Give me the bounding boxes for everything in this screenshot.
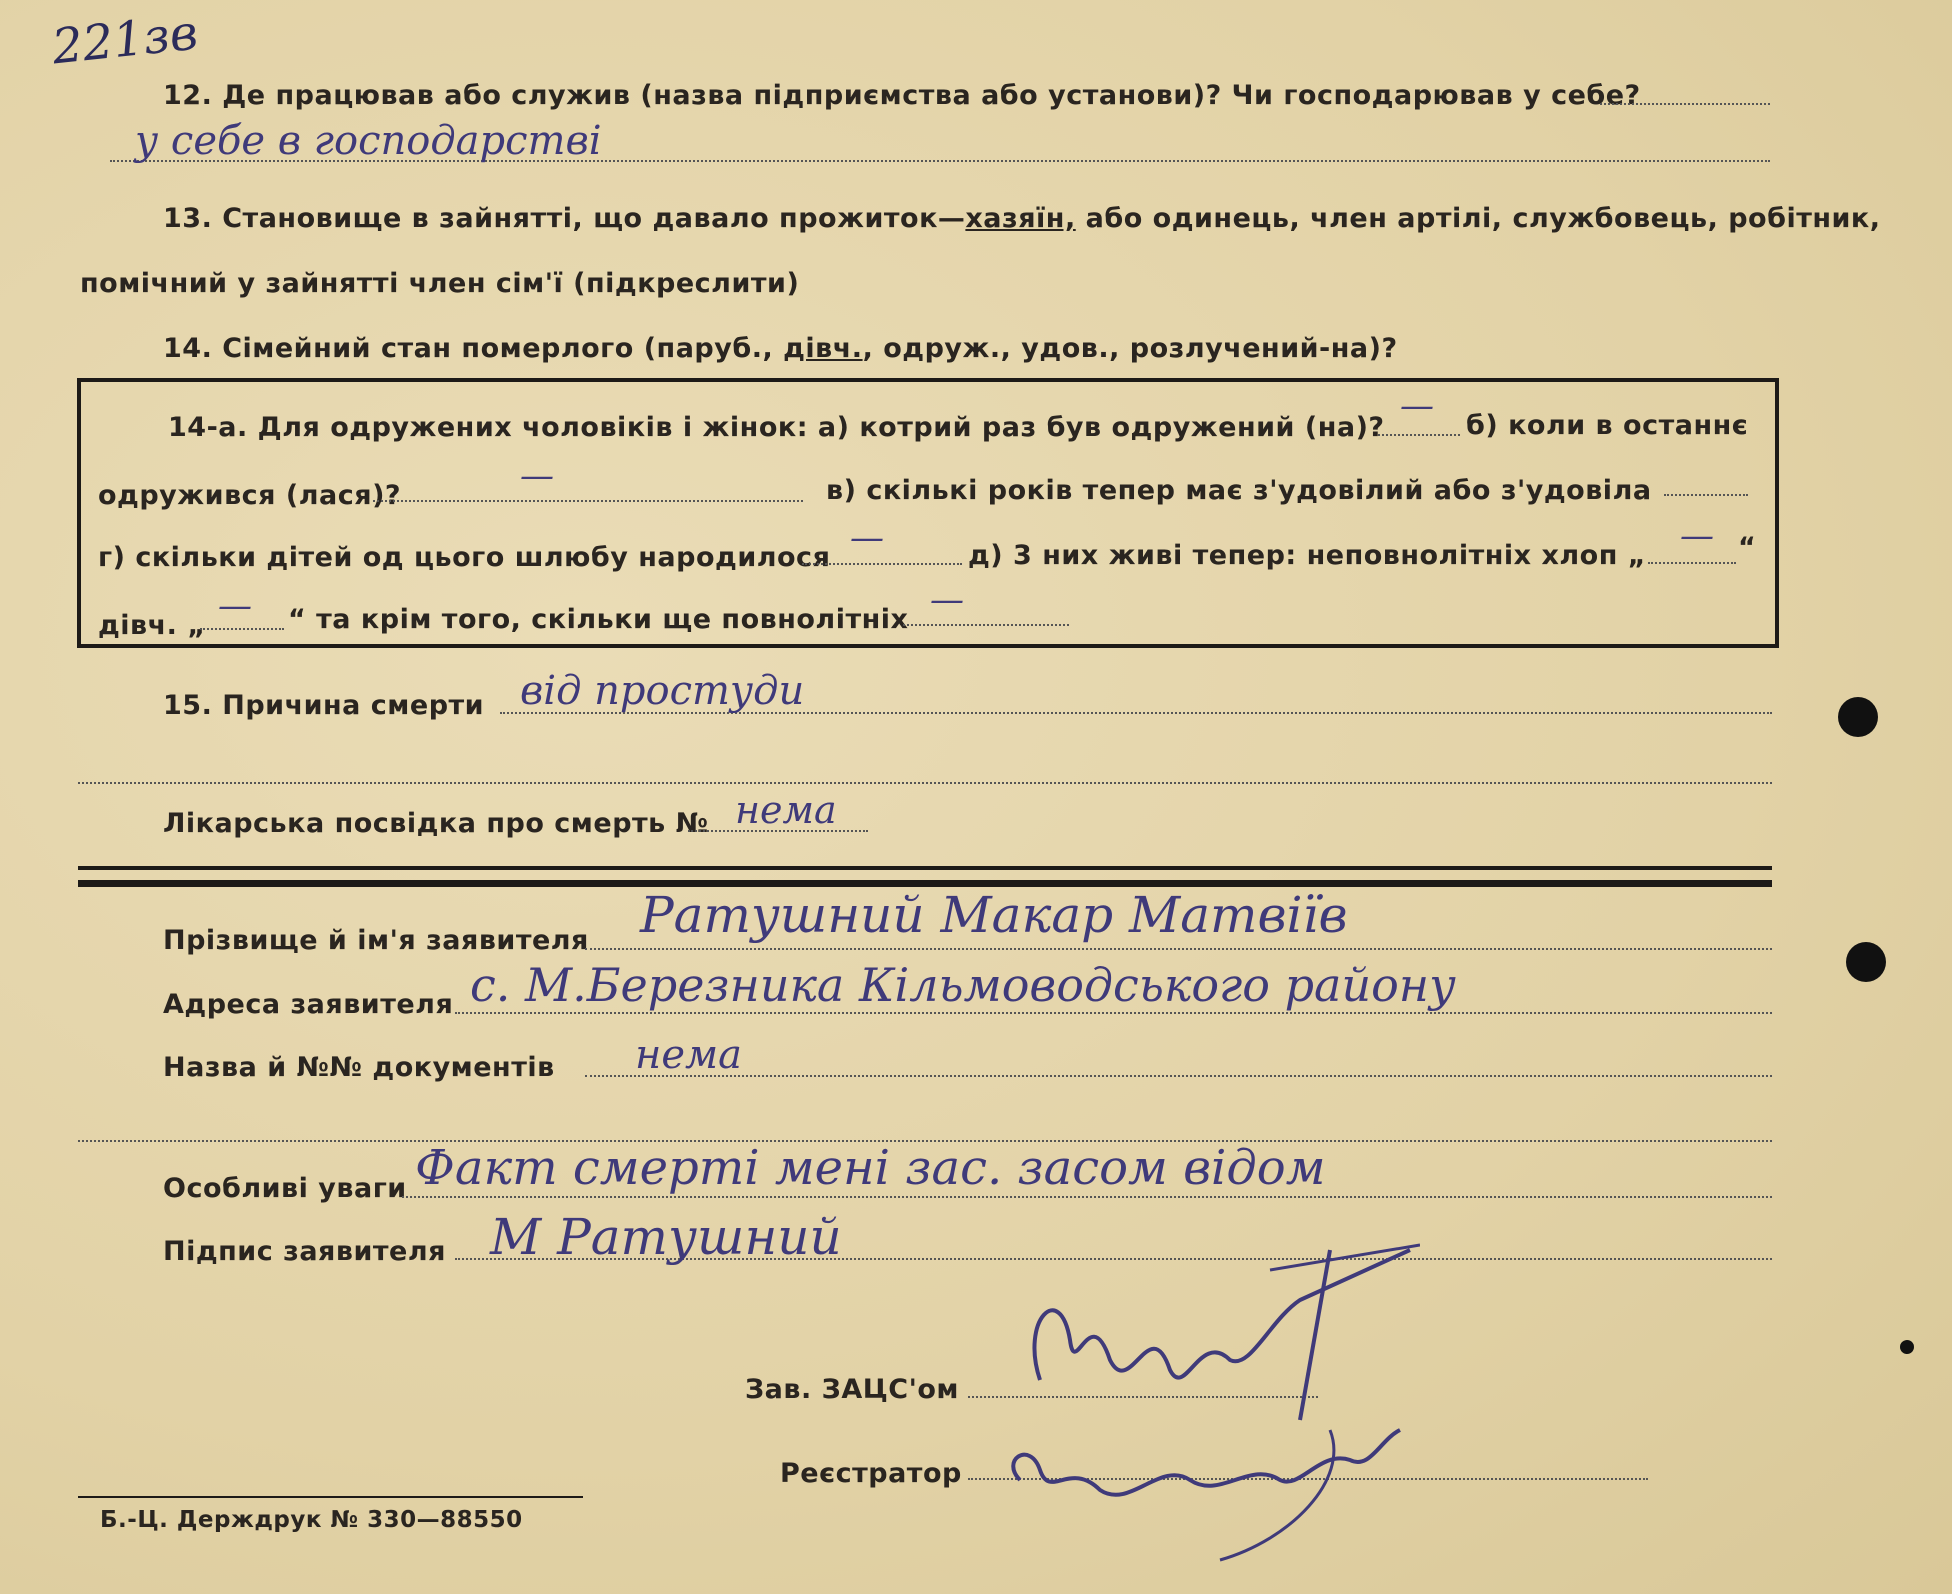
q14-label-pre: 14. Сімейний стан померлого (паруб.,	[163, 333, 784, 364]
q14a-line1-dash: —	[1400, 386, 1434, 426]
q14a-line4-blank2	[903, 624, 1069, 626]
applicant-address: с. М.Березника Кільмоводського району	[470, 958, 1456, 1012]
applicant-docs-line	[585, 1075, 1772, 1077]
q13-label-line2: помічний у зайнятті член сім'ї (підкреслити)	[80, 268, 800, 299]
q12-label: 12. Де працював або служив (назва підприємства або установи)? Чи господарював у себе?	[163, 80, 1641, 111]
q15-answer: від простуди	[520, 668, 805, 714]
q14a-line1-blank	[1378, 434, 1460, 436]
q15-label: 15. Причина смерти	[163, 690, 485, 721]
q14-label	[163, 333, 1398, 364]
binding-hole	[1900, 1340, 1914, 1354]
footer-rule	[78, 1496, 583, 1498]
q14a-line3-dash2: —	[1680, 516, 1714, 556]
applicant-address-line	[455, 1012, 1772, 1014]
applicant-signature: М Ратушний	[490, 1208, 842, 1266]
applicant-address-label: Адреса заявителя	[163, 989, 454, 1020]
q14a-line4-dash2: —	[930, 580, 964, 620]
q14a-line3-blank2	[1648, 562, 1736, 564]
q14a-line1: 14-а. Для одружених чоловіків і жінок: а) котрий раз був одружений (на)?	[168, 412, 1385, 443]
notes-line	[402, 1196, 1772, 1198]
page-number: 221зв	[49, 4, 201, 76]
q14a-line4-blank	[200, 628, 284, 630]
q14a-line2-b: в) скількі років тепер має з'удовілий або з'удовіла	[826, 475, 1652, 506]
q14a-line1-b: б) коли в останнє	[1466, 410, 1749, 441]
applicant-docs-label: Назва й №№ документів	[163, 1052, 555, 1083]
q14-selected-option: дівч.	[783, 333, 863, 364]
q14a-line4-b: “ та крім того, скільки ще повнолітніх	[288, 604, 909, 635]
print-info: Б.-Ц. Держдрук № 330—88550	[100, 1507, 523, 1533]
q14a-line3-dash: —	[850, 518, 884, 558]
q14a-line3-a: г) скільки дітей од цього шлюбу народилося	[98, 542, 831, 573]
head-zags-label: Зав. ЗАЦС'ом	[745, 1374, 959, 1405]
notes-label: Особливі уваги	[163, 1173, 407, 1204]
q14a-line4-a: дівч. „	[98, 610, 206, 641]
q15-answer-line2	[78, 782, 1772, 784]
medical-label: Лікарська посвідка про смерть №	[163, 808, 709, 839]
medical-answer: нема	[735, 788, 837, 832]
q14a-line2-blank	[373, 500, 803, 502]
q12-answer: у себе в господарстві	[135, 118, 602, 164]
q14-label-post: , одруж., удов., розлучений-на)?	[862, 333, 1398, 364]
registrar-label: Реєстратор	[780, 1458, 962, 1489]
q14a-line2-a: одружився (лася)?	[98, 480, 402, 511]
binding-hole	[1838, 697, 1878, 737]
q13-selected-option: хазяїн,	[965, 203, 1076, 234]
head-zags-signature	[1000, 1240, 1420, 1430]
notes-value: Факт смерті мені зас. засом відом	[415, 1140, 1326, 1196]
applicant-signature-label: Підпис заявителя	[163, 1236, 446, 1267]
section-divider-top	[78, 866, 1772, 870]
q14a-line2-dash: —	[520, 456, 554, 496]
applicant-docs: нема	[635, 1032, 743, 1078]
binding-hole	[1846, 942, 1886, 982]
applicant-name: Ратушний Макар Матвіїв	[640, 886, 1348, 944]
q12-answer-line	[1600, 103, 1770, 105]
applicant-name-label: Прізвище й ім'я заявителя	[163, 925, 589, 956]
q13-label-pre: 13. Становище в зайнятті, що давало прожиток—	[163, 203, 966, 234]
q13-label	[163, 203, 1881, 234]
q14a-line4-dash: —	[218, 586, 252, 626]
q14a-line3-b: д) 3 них живі тепер: неповнолітніх хлоп „	[968, 540, 1647, 571]
q14a-line2-blank2	[1664, 494, 1748, 496]
applicant-name-line	[585, 948, 1772, 950]
registrar-signature	[990, 1420, 1430, 1570]
q14a-line3-blank	[802, 563, 962, 565]
q14a-line3-c: “	[1738, 532, 1757, 563]
q13-label-post: або одинець, член артілі, службовець, робітник,	[1075, 203, 1881, 234]
